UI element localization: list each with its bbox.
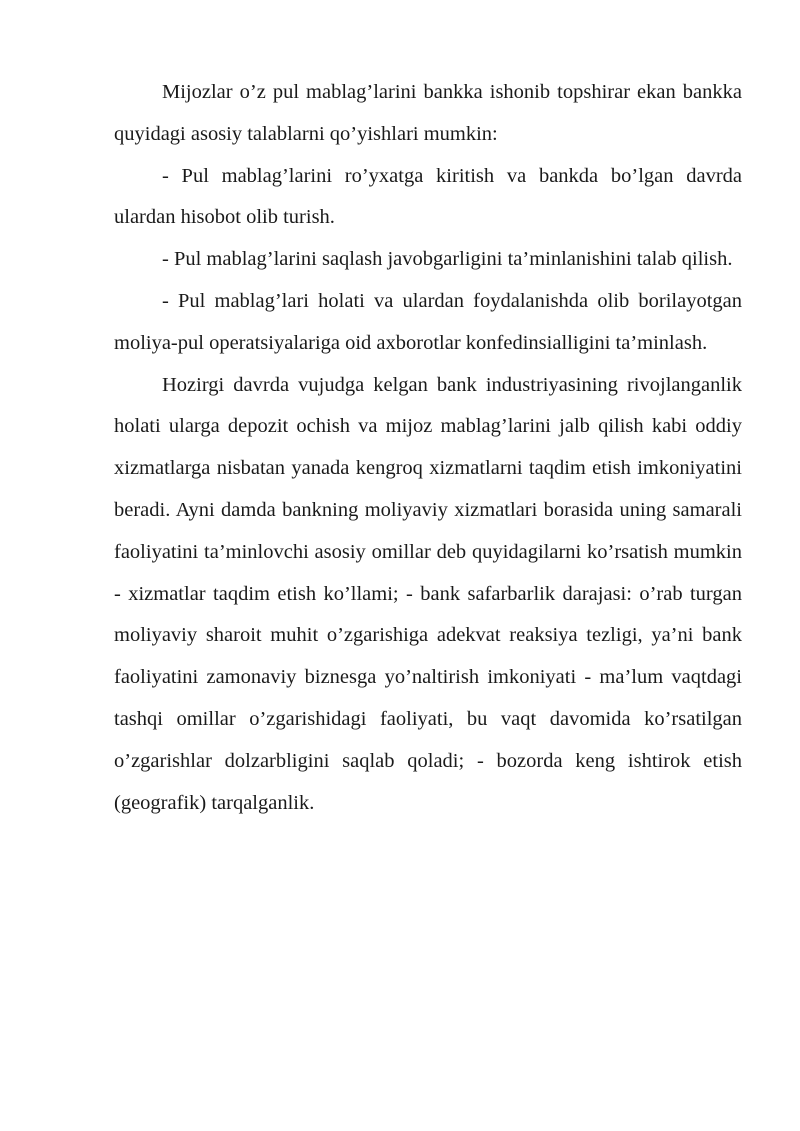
paragraph-main: Hozirgi davrda vujudga kelgan bank industriyasining rivojlanganlik holati ularga depozit ochish va mijoz mablag’larini jalb qilish kabi oddiy xizmatlarga nisbatan yanada kengroq xizmatlarni taqdim etish imkoniyatini beradi. Ayni damda bankning moliyaviy xizmatlari borasida uning samarali faoliyatini ta’minlovchi asosiy omillar deb quyidagilarni ko’rsatish mumkin - xizmatlar taqdim etish ko’llami; - bank safarbarlik darajasi: o’rab turgan moliyaviy sharoit muhit o’zgarishiga adekvat reaksiya tezligi, ya’ni bank faoliyatini zamonaviy biznesga yo’naltirish imkoniyati - ma’lum vaqtdagi tashqi omillar o’zgarishidagi faoliyati, bu vaqt davomida ko’rsatilgan o’zgarishlar dolzarbligini saqlab qoladi; - bozorda keng ishtirok etish (geografik) tarqalganlik. [114, 373, 742, 814]
paragraph-requirement-1: - Pul mablag’larini ro’yxatga kiritish va bankda bo’lgan davrda ulardan hisobot olib turish. [114, 164, 742, 229]
document-body [114, 72, 742, 824]
paragraph-intro: Mijozlar o’z pul mablag’larini bankka ishonib topshirar ekan bankka quyidagi asosiy talablarni qo’yishlari mumkin: [114, 81, 742, 145]
paragraph-requirement-3: - Pul mablag’lari holati va ulardan foydalanishda olib borilayotgan moliya-pul operatsiyalariga oid axborotlar konfedinsialligini ta’minlash. [114, 289, 742, 354]
paragraph-requirement-2: - Pul mablag’larini saqlash javobgarligini ta’minlanishini talab qilish. [162, 248, 733, 271]
